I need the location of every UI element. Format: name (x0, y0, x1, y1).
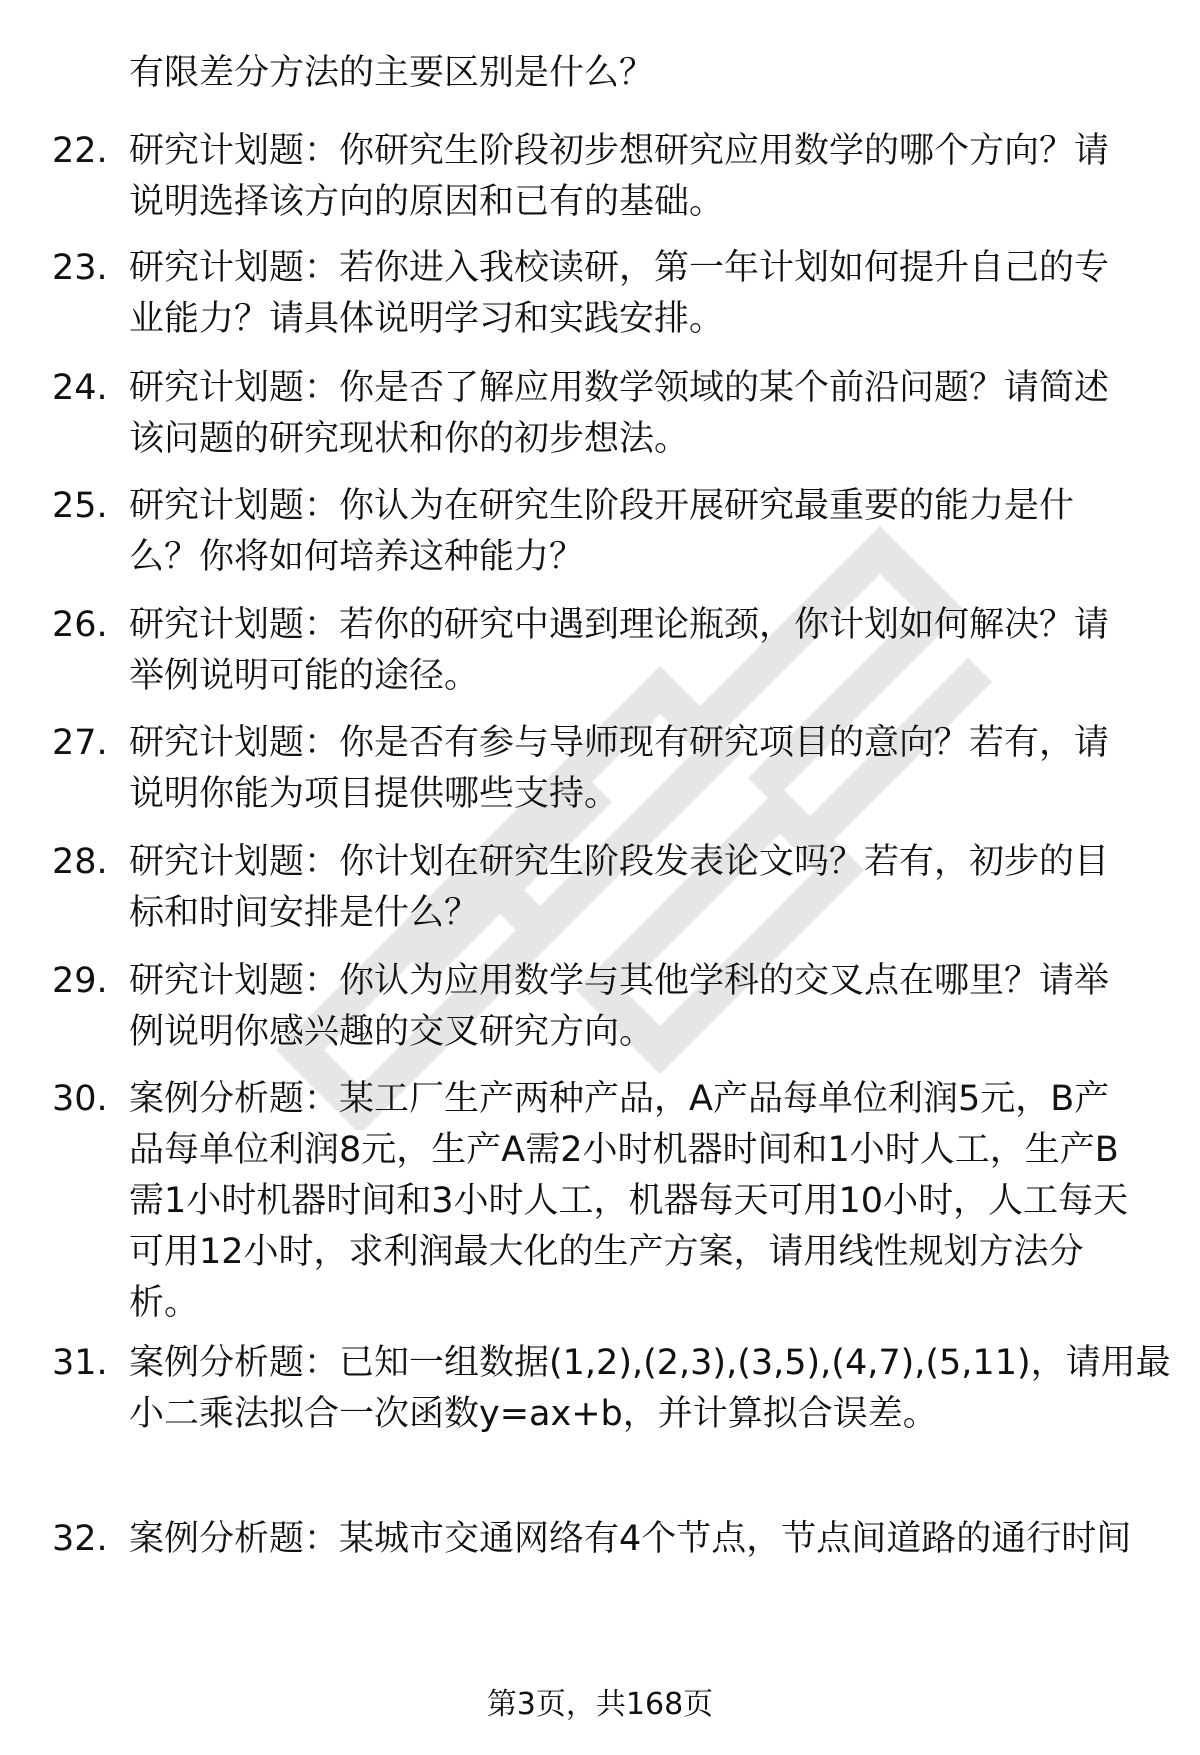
item-text: 研究计划题：若你的研究中遇到理论瓶颈，你计划如何解决？请 举例说明可能的途径。 (129, 605, 1110, 696)
item-number: 31. (52, 1343, 108, 1383)
item-text: 有限差分方法的主要区别是什么？ (129, 53, 655, 93)
list-item (52, 1514, 1162, 1565)
list-item (52, 126, 1162, 228)
item-number: 27. (52, 723, 108, 763)
list-item (52, 1338, 1171, 1440)
item-text: 研究计划题：你认为在研究生阶段开展研究最重要的能力是什 么？你将如何培养这种能力？ (129, 486, 1075, 577)
list-item (52, 600, 1162, 702)
item-text: 研究计划题：你是否了解应用数学领域的某个前沿问题？请简述 该问题的研究现状和你的初步想法。 (129, 368, 1110, 459)
item-number: 25. (52, 486, 108, 526)
item-text: 研究计划题：你研究生阶段初步想研究应用数学的哪个方向？请 说明选择该方向的原因和已有的基础。 (129, 131, 1110, 222)
list-item (52, 243, 1162, 345)
item-text: 研究计划题：你认为应用数学与其他学科的交叉点在哪里？请举 例说明你感兴趣的交叉研究方向。 (129, 961, 1110, 1052)
item-number: 22. (52, 131, 108, 171)
item-text: 案例分析题：已知一组数据(1,2),(2,3),(3,5),(4,7),(5,11)，请用最 小二乘法拟合一次函数y=ax+b，并计算拟合误差。 (129, 1343, 1171, 1434)
item-text: 案例分析题：某工厂生产两种产品，A产品每单位利润5元，B产 品每单位利润8元，生产A需2小时机器时间和1小时人工，生产B 需1小时机器时间和3小时人工，机器每天可用10小时，人工每天 可用12小时，求利润最大化的生产方案，请用线性规划方法分 析。 (129, 1079, 1129, 1323)
list-item (52, 48, 1162, 99)
item-number: 28. (52, 842, 108, 882)
item-number: 26. (52, 605, 108, 645)
list-item (52, 718, 1162, 820)
list-item (52, 481, 1162, 583)
item-number: 32. (52, 1519, 108, 1559)
list-item (52, 956, 1162, 1058)
item-number: 24. (52, 368, 108, 408)
item-number: 23. (52, 248, 108, 288)
item-text: 研究计划题：若你进入我校读研，第一年计划如何提升自己的专 业能力？请具体说明学习和实践安排。 (129, 248, 1110, 339)
item-text: 研究计划题：你是否有参与导师现有研究项目的意向？若有，请 说明你能为项目提供哪些支持。 (129, 723, 1110, 814)
list-item (52, 837, 1162, 939)
item-text: 案例分析题：某城市交通网络有4个节点，节点间道路的通行时间 (129, 1519, 1132, 1559)
list-item (52, 363, 1162, 465)
item-number: 30. (52, 1079, 108, 1119)
page-footer: 第3页，共168页 (486, 1687, 714, 1722)
item-number: 29. (52, 961, 108, 1001)
list-item (52, 1074, 1162, 1329)
item-text: 研究计划题：你计划在研究生阶段发表论文吗？若有，初步的目 标和时间安排是什么？ (129, 842, 1110, 933)
